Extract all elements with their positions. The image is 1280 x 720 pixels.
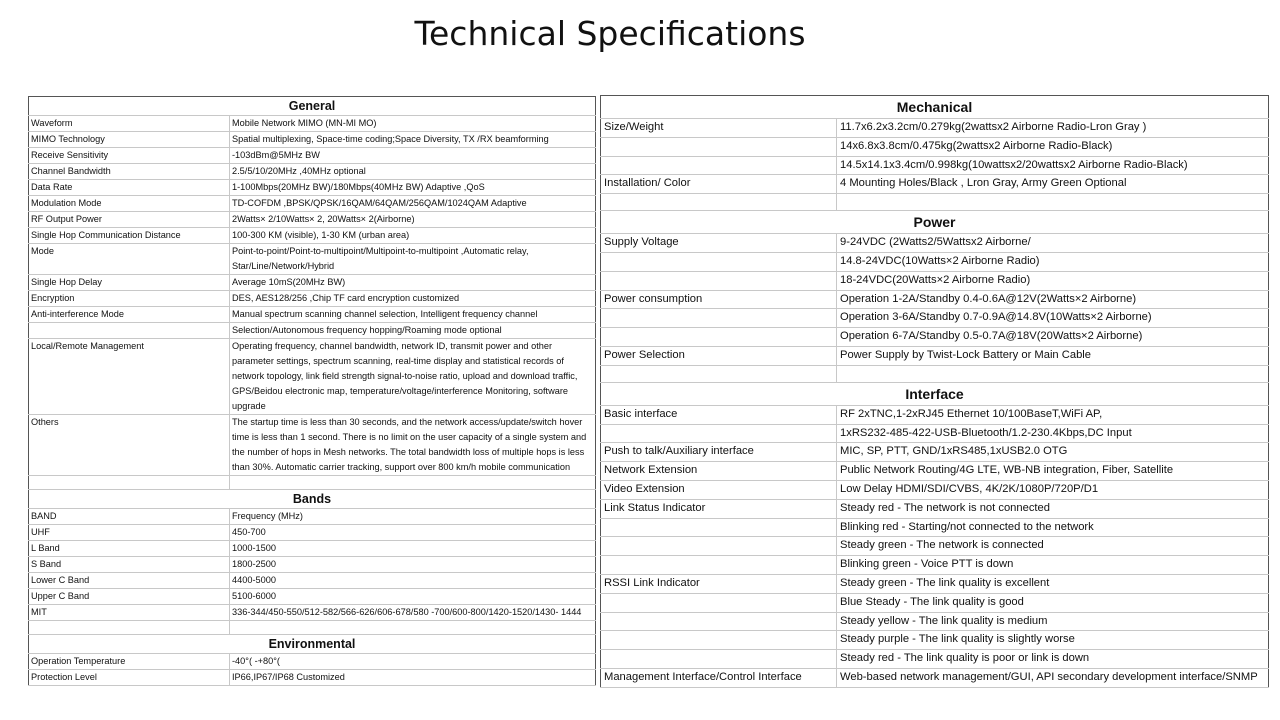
spec-label [601, 593, 837, 612]
spec-label [601, 650, 837, 669]
spec-value: 2Watts× 2/10Watts× 2, 20Watts× 2(Airborne) [230, 212, 596, 228]
blank-cell [601, 194, 837, 211]
spec-label [601, 537, 837, 556]
spec-label: Network Extension [601, 462, 837, 481]
spec-value: IP66,IP67/IP68 Customized [230, 670, 596, 686]
spec-label [601, 156, 837, 175]
spec-label [601, 518, 837, 537]
blank-row [601, 194, 1269, 211]
blank-cell [230, 476, 596, 490]
spec-value: 18-24VDC(20Watts×2 Airborne Radio) [837, 271, 1269, 290]
spec-row [601, 574, 1269, 593]
spec-label: Anti-interference Mode [29, 307, 230, 323]
spec-value: Steady red - The link quality is poor or link is down [837, 650, 1269, 669]
spec-value: Operation 6-7A/Standby 0.5-0.7A@18V(20Watts×2 Airborne) [837, 328, 1269, 347]
spec-row [29, 415, 596, 476]
spec-label: Receive Sensitivity [29, 148, 230, 164]
spec-row [601, 234, 1269, 253]
spec-row [601, 252, 1269, 271]
spec-row [601, 612, 1269, 631]
spec-value: Steady yellow - The link quality is medium [837, 612, 1269, 631]
spec-label: Modulation Mode [29, 196, 230, 212]
spec-row [29, 339, 596, 415]
spec-row [601, 480, 1269, 499]
section-title: Environmental [29, 635, 596, 654]
spec-label [601, 328, 837, 347]
spec-value: Operation 3-6A/Standby 0.7-0.9A@14.8V(10Watts×2 Airborne) [837, 309, 1269, 328]
spec-row [601, 290, 1269, 309]
spec-row [601, 119, 1269, 138]
blank-row [601, 365, 1269, 382]
spec-row [29, 605, 596, 621]
spec-value: 1000-1500 [230, 541, 596, 557]
blank-cell [837, 365, 1269, 382]
spec-row [601, 499, 1269, 518]
spec-label: Local/Remote Management [29, 339, 230, 415]
spec-value: -40°( -+80°( [230, 654, 596, 670]
spec-label: Video Extension [601, 480, 837, 499]
spec-label: Protection Level [29, 670, 230, 686]
spec-row [601, 271, 1269, 290]
spec-row [601, 556, 1269, 575]
spec-row [29, 196, 596, 212]
spec-label [601, 612, 837, 631]
right-spec-table [600, 95, 1269, 688]
spec-row [601, 537, 1269, 556]
spec-value: The startup time is less than 30 seconds, and the network access/update/switch hover time is less than 1 second. There is no limit on the user capacity of a single system and the number of hops in Mesh networks. The total bandwidth loss of multiple hops is less than 30%. Automatic carrier tracking, support over 800 km/h mobile communication [230, 415, 596, 476]
spec-row [29, 541, 596, 557]
spec-label: Data Rate [29, 180, 230, 196]
spec-row [601, 424, 1269, 443]
spec-label: Single Hop Delay [29, 275, 230, 291]
bands-section-header [29, 490, 596, 509]
spec-row [601, 175, 1269, 194]
spec-value: -103dBm@5MHz BW [230, 148, 596, 164]
spec-label: Others [29, 415, 230, 476]
spec-label: Management Interface/Control Interface [601, 668, 837, 687]
blank-cell [601, 365, 837, 382]
blank-cell [29, 621, 230, 635]
blank-cell [230, 621, 596, 635]
spec-label: MIMO Technology [29, 132, 230, 148]
blank-row [29, 621, 596, 635]
spec-row [29, 244, 596, 275]
blank-row [29, 476, 596, 490]
spec-label: Power Selection [601, 346, 837, 365]
spec-value: Steady purple - The link quality is slightly worse [837, 631, 1269, 650]
mechanical-section-header [601, 96, 1269, 119]
spec-label: Operation Temperature [29, 654, 230, 670]
section-title: Interface [601, 382, 1269, 405]
spec-label [29, 323, 230, 339]
spec-value: 14x6.8x3.8cm/0.475kg(2wattsx2 Airborne Radio-Black) [837, 137, 1269, 156]
interface-section-header [601, 382, 1269, 405]
spec-label [601, 137, 837, 156]
spec-value: 14.5x14.1x3.4cm/0.998kg(10wattsx2/20wattsx2 Airborne Radio-Black) [837, 156, 1269, 175]
spec-value: 9-24VDC (2Watts2/5Wattsx2 Airborne/ [837, 234, 1269, 253]
spec-label: Single Hop Communication Distance [29, 228, 230, 244]
spec-row [29, 148, 596, 164]
spec-value: MIC, SP, PTT, GND/1xRS485,1xUSB2.0 OTG [837, 443, 1269, 462]
spec-value: DES, AES128/256 ,Chip TF card encryption customized [230, 291, 596, 307]
spec-value: 1xRS232-485-422-USB-Bluetooth/1.2-230.4Kbps,DC Input [837, 424, 1269, 443]
spec-row [29, 291, 596, 307]
spec-value: 11.7x6.2x3.2cm/0.279kg(2wattsx2 Airborne Radio-Lron Gray ) [837, 119, 1269, 138]
section-title: General [29, 97, 596, 116]
blank-cell [837, 194, 1269, 211]
spec-label: Upper C Band [29, 589, 230, 605]
section-title: Bands [29, 490, 596, 509]
spec-value: RF 2xTNC,1-2xRJ45 Ethernet 10/100BaseT,WiFi AP, [837, 405, 1269, 424]
spec-row [29, 132, 596, 148]
spec-value: Average 10mS(20MHz BW) [230, 275, 596, 291]
spec-row [29, 116, 596, 132]
spec-row [29, 275, 596, 291]
spec-label: RSSI Link Indicator [601, 574, 837, 593]
spec-value: 100-300 KM (visible), 1-30 KM (urban area) [230, 228, 596, 244]
spec-label: Supply Voltage [601, 234, 837, 253]
spec-label [601, 556, 837, 575]
spec-value: Blinking red - Starting/not connected to the network [837, 518, 1269, 537]
spec-label [601, 309, 837, 328]
spec-value: Steady green - The link quality is excellent [837, 574, 1269, 593]
spec-value: Mobile Network MIMO (MN-MI MO) [230, 116, 596, 132]
spec-value: Operation 1-2A/Standby 0.4-0.6A@12V(2Watts×2 Airborne) [837, 290, 1269, 309]
spec-value: 1-100Mbps(20MHz BW)/180Mbps(40MHz BW) Adaptive ,QoS [230, 180, 596, 196]
spec-label: Mode [29, 244, 230, 275]
spec-label: BAND [29, 509, 230, 525]
spec-value: Public Network Routing/4G LTE, WB-NB integration, Fiber, Satellite [837, 462, 1269, 481]
environmental-section-header [29, 635, 596, 654]
spec-label: Link Status Indicator [601, 499, 837, 518]
spec-row [601, 668, 1269, 687]
spec-row [29, 164, 596, 180]
spec-value: 14.8-24VDC(10Watts×2 Airborne Radio) [837, 252, 1269, 271]
spec-label: S Band [29, 557, 230, 573]
spec-value: 4 Mounting Holes/Black , Lron Gray, Army Green Optional [837, 175, 1269, 194]
spec-row [601, 593, 1269, 612]
spec-label: L Band [29, 541, 230, 557]
power-section-header [601, 211, 1269, 234]
spec-value: 336-344/450-550/512-582/566-626/606-678/580 -700/600-800/1420-1520/1430- 1444 [230, 605, 596, 621]
spec-label [601, 631, 837, 650]
spec-row [29, 589, 596, 605]
spec-row [29, 509, 596, 525]
spec-row [29, 670, 596, 686]
spec-label: Encryption [29, 291, 230, 307]
spec-value: Selection/Autonomous frequency hopping/Roaming mode optional [230, 323, 596, 339]
spec-label: MIT [29, 605, 230, 621]
spec-label: Power consumption [601, 290, 837, 309]
spec-label [601, 271, 837, 290]
spec-label [601, 424, 837, 443]
spec-label: Size/Weight [601, 119, 837, 138]
page-title: Technical Specifications [414, 14, 806, 53]
spec-value: 2.5/5/10/20MHz ,40MHz optional [230, 164, 596, 180]
spec-row [601, 309, 1269, 328]
spec-value: Point-to-point/Point-to-multipoint/Multipoint-to-multipoint ,Automatic relay, Star/Line/Network/Hybrid [230, 244, 596, 275]
spec-value: Web-based network management/GUI, API secondary development interface/SNMP [837, 668, 1269, 687]
spec-value: Operating frequency, channel bandwidth, network ID, transmit power and other parameter settings, spectrum scanning, real-time display and statistical records of network topology, link field strength signal-to-noise ratio, upload and download traffic, GPS/Beidou electronic map, temperature/voltage/interference Monitoring, software upgrade [230, 339, 596, 415]
spec-row [601, 346, 1269, 365]
spec-row [29, 228, 596, 244]
spec-value: Low Delay HDMI/SDI/CVBS, 4K/2K/1080P/720P/D1 [837, 480, 1269, 499]
spec-row [29, 307, 596, 323]
spec-row [601, 462, 1269, 481]
spec-value: Steady red - The network is not connected [837, 499, 1269, 518]
spec-row [29, 525, 596, 541]
spec-label: Channel Bandwidth [29, 164, 230, 180]
left-spec-table [28, 96, 596, 686]
spec-label: Lower C Band [29, 573, 230, 589]
spec-row [29, 654, 596, 670]
spec-row [601, 137, 1269, 156]
spec-value: Steady green - The network is connected [837, 537, 1269, 556]
spec-row [29, 573, 596, 589]
spec-row [29, 180, 596, 196]
spec-value: 4400-5000 [230, 573, 596, 589]
spec-label: Waveform [29, 116, 230, 132]
spec-value: TD-COFDM ,BPSK/QPSK/16QAM/64QAM/256QAM/1024QAM Adaptive [230, 196, 596, 212]
spec-row [601, 405, 1269, 424]
spec-value: Frequency (MHz) [230, 509, 596, 525]
spec-value: 1800-2500 [230, 557, 596, 573]
spec-label: Push to talk/Auxiliary interface [601, 443, 837, 462]
spec-row [601, 631, 1269, 650]
spec-value: Blue Steady - The link quality is good [837, 593, 1269, 612]
spec-row [29, 323, 596, 339]
spec-row [601, 518, 1269, 537]
general-section-header [29, 97, 596, 116]
spec-value: 5100-6000 [230, 589, 596, 605]
spec-value: 450-700 [230, 525, 596, 541]
spec-label [601, 252, 837, 271]
spec-row [601, 650, 1269, 669]
spec-value: Spatial multiplexing, Space-time coding;Space Diversity, TX /RX beamforming [230, 132, 596, 148]
spec-value: Blinking green - Voice PTT is down [837, 556, 1269, 575]
spec-label: RF Output Power [29, 212, 230, 228]
spec-label: UHF [29, 525, 230, 541]
spec-label: Installation/ Color [601, 175, 837, 194]
spec-row [29, 212, 596, 228]
spec-row [601, 443, 1269, 462]
section-title: Mechanical [601, 96, 1269, 119]
spec-row [601, 328, 1269, 347]
spec-value: Manual spectrum scanning channel selection, Intelligent frequency channel [230, 307, 596, 323]
spec-label: Basic interface [601, 405, 837, 424]
section-title: Power [601, 211, 1269, 234]
spec-row [601, 156, 1269, 175]
spec-value: Power Supply by Twist-Lock Battery or Main Cable [837, 346, 1269, 365]
blank-cell [29, 476, 230, 490]
spec-row [29, 557, 596, 573]
